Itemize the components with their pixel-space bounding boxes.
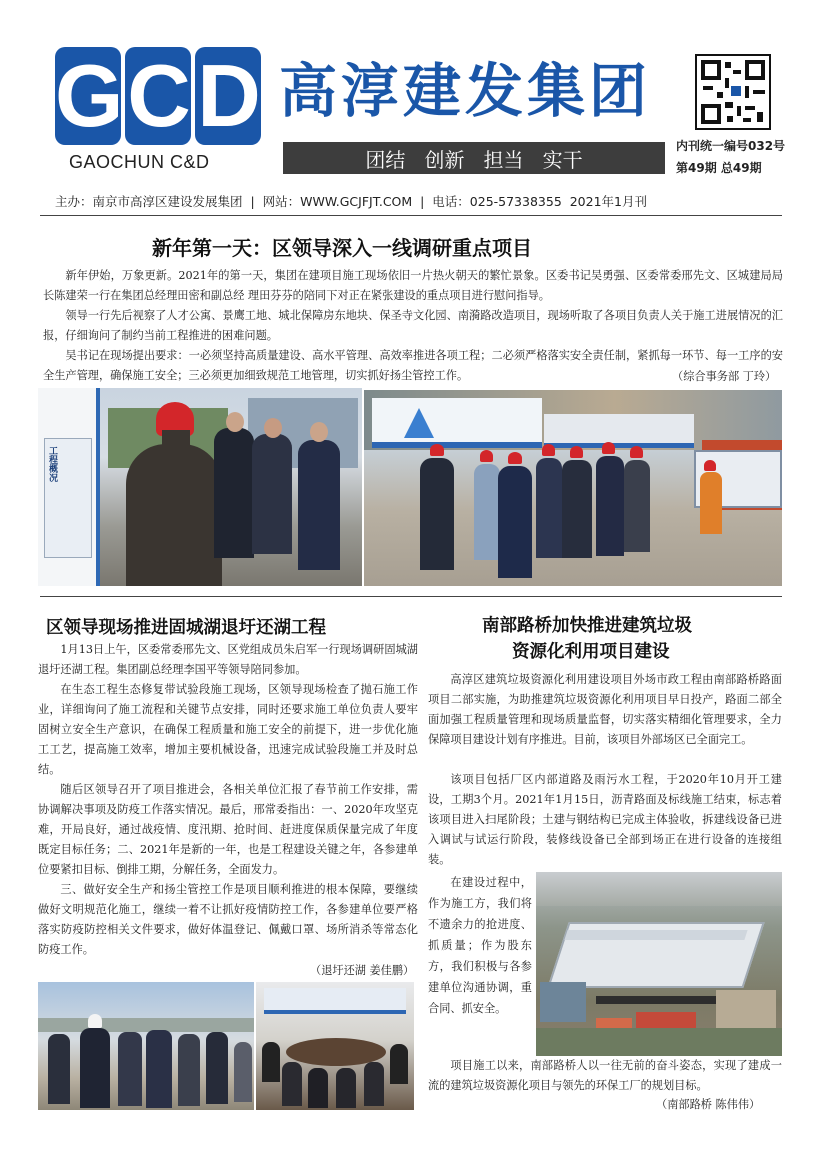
publisher-info-line: 主办：南京市高淳区建设发展集团 | 网站：WWW.GCJFJT.COM | 电话：025-57338355 2021年1月刊 [55, 194, 647, 209]
article2-title: 区领导现场推进固城湖退圩还湖工程 [46, 618, 326, 638]
issue-number: 第49期 总49期 [676, 161, 762, 175]
article3-paragraph: 在建设过程中，作为施工方，我们将不遗余力的抢进度、抓质量；作为股东方，我们积极与各参建单位沟通协调，重合同、抓安全。 [428, 876, 532, 1015]
signboard-title: 工程概况 [47, 446, 57, 482]
photo-group-at-construction-site [364, 390, 782, 586]
article2-paragraph: 在生态工程生态修复带试验段施工现场，区领导现场检查了抛石施工作业，详细询问了施工流程和关键节点安排，同时还要求施工单位负责人要牢固树立安全生产意识，在确保工程质量和施工安全的前提下，进一步优化施工工艺，提高施工效率，增加主要机械设备，迅速完成试验段施工并及时总结。 [38, 683, 418, 776]
article3-paragraph: 高淳区建筑垃圾资源化利用建设项目外场市政工程由南部路桥路面项目二部实施，为助推建筑垃圾资源化利用项目早日投产，路面二部全面加强工程质量管理和现场质量监督，切实落实精细化管理要求，全力保障项目建设计划有序推进。目前，该项目外部场区已全面完工。 [428, 673, 782, 746]
article2-paragraph: 随后区领导召开了项目推进会，各相关单位汇报了春节前工作安排，需协调解决事项及防疫工作落实情况。最后，邢常委指出：一、2020年攻坚克难，开局良好，通过战疫情、度汛期、抢时间、赶进度保质保量完成了年度既定目标任务；二、2021年是新的一年，也是工程建设关键之年，各参建单位要紧扣目标、倒排工期，分解任务，全面发力。 [38, 783, 418, 876]
gcd-logo [55, 47, 265, 145]
article3-title-line2: 资源化利用项目建设 [512, 642, 670, 662]
article3-title-line1: 南部路桥加快推进建筑垃圾 [482, 616, 692, 636]
article1-title: 新年第一天：区领导深入一线调研重点项目 [152, 236, 532, 260]
article3-byline: （南部路桥 陈伟伟） [656, 1098, 761, 1111]
article1-paragraph: 吴书记在现场提出要求：一必须坚持高质量建设、高水平管理、高效率推进各项工程；二必须严格落实安全责任制，紧抓每一环节、每一工序的安全生产管理，确保施工安全；三必须更加细致规范工地管理，切实抓好扬尘管控工作。 [43, 349, 783, 382]
article2-paragraph: 三、做好安全生产和扬尘管控工作是项目顺利推进的根本保障，要继续做好文明规范化施工，继续一着不让抓好疫情防控工作，各参建单位要严格落实防疫防控相关文件要求，做好体温登记、佩戴口罩、场所消杀等常态化防疫工作。 [38, 883, 418, 956]
photo-lake-embankment-inspection [38, 982, 254, 1110]
logo-letter-g: G [55, 46, 122, 145]
masthead [55, 42, 790, 192]
article2-byline: （退圩还湖 姜佳鹏） [310, 964, 415, 977]
issue-info [676, 135, 796, 179]
article2-paragraph: 1月13日上午，区委常委邢先文、区党组成员朱启军一行现场调研固城湖退圩还湖工程。集团副总经理李国平等领导陪同参加。 [38, 643, 418, 676]
photo-project-meeting [256, 982, 414, 1110]
article1-byline: （综合事务部 丁玲） [672, 370, 777, 383]
header-divider [40, 215, 782, 216]
section-divider [40, 596, 782, 597]
slogan-bar: 团结 创新 担当 实干 [283, 142, 665, 174]
article3-paragraph: 该项目包括厂区内部道路及雨污水工程，于2020年10月开工建设，工期3个月。2021年1月15日，沥青路面及标线施工结束，标志着该项目进入扫尾阶段；土建与钢结构已完成主体验收，拆建线设备已进入调试与试运行阶段，装修线设备已全部到场正在进行设备的连接组装。 [428, 773, 782, 866]
logo-letter-d: D [195, 47, 261, 145]
newspaper-title: 高淳建发集团 [279, 57, 652, 125]
article1-paragraph: 新年伊始，万象更新。2021年的第一天，集团在建项目施工现场依旧一片热火朝天的繁忙景象。区委书记吴勇强、区委常委邢先文、区城建局局长陈建荣一行在集团总经理田密和副总经 理田芬芬的陪同下对正在紧张建设的重点项目进行慰问指导。 [43, 269, 783, 302]
logo-subtitle: GAOCHUN C&D [69, 152, 210, 172]
article1-paragraph: 领导一行先后视察了人才公寓、景鹰工地、城北保障房东地块、保圣寺文化园、南漪路改造项目，现场听取了各项目负责人关于施工进展情况的汇报，仔细询问了制约当前工程推进的困难问题。 [43, 309, 783, 342]
photo-aerial-recycling-plant [536, 872, 782, 1056]
article3-paragraph: 项目施工以来，南部路桥人以一往无前的奋斗姿态，实现了建成一流的建筑垃圾资源化项目与领先的环保工厂的规划目标。 [428, 1059, 782, 1092]
issue-code: 内刊统一编号032号 [676, 139, 786, 153]
qr-code-icon [695, 54, 771, 130]
photo-leaders-at-signboard [38, 388, 362, 586]
logo-letter-c: C [125, 47, 191, 145]
